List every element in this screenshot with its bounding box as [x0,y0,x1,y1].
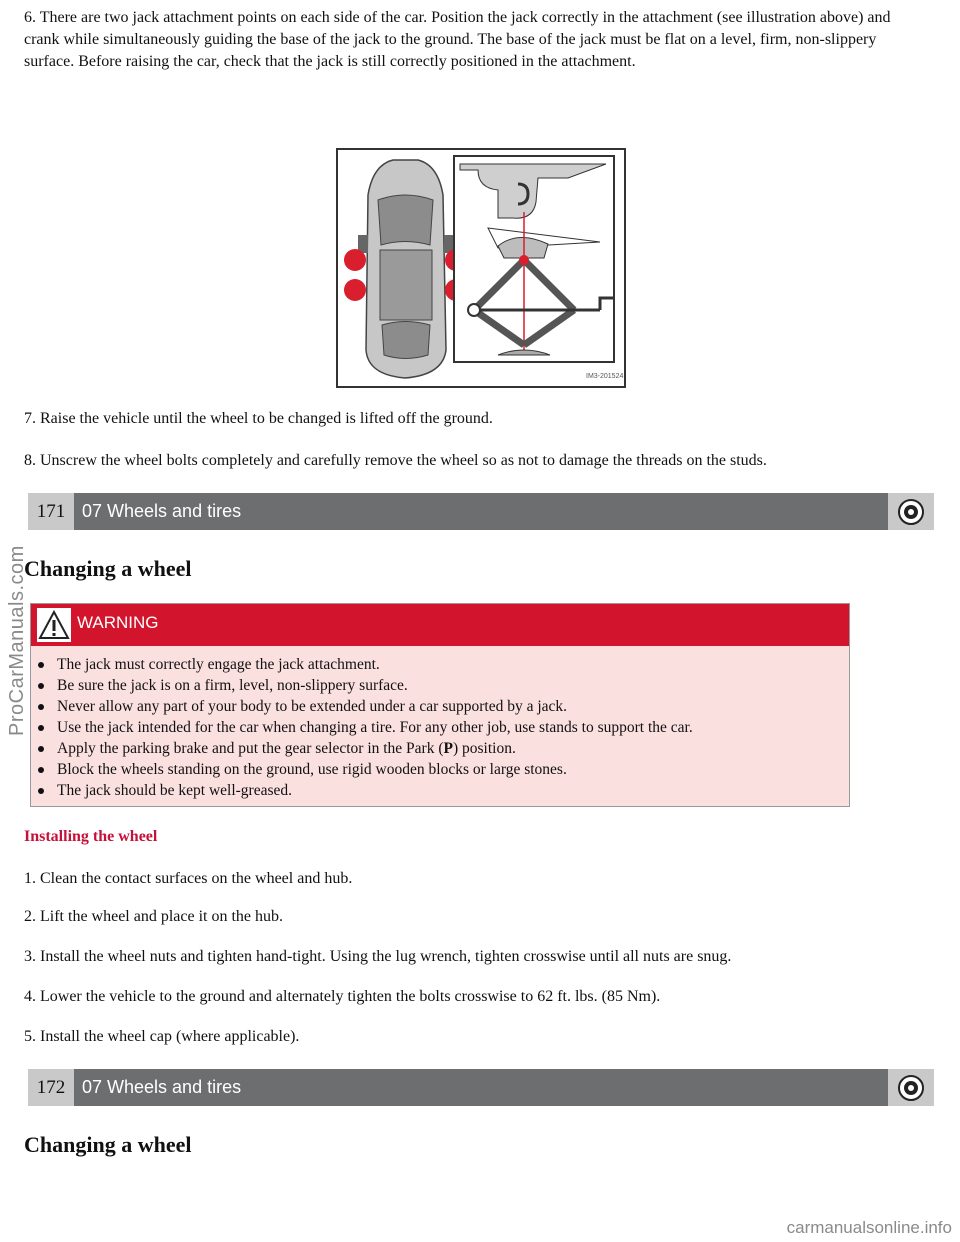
chapter-title: 07 Wheels and tires [82,1077,242,1097]
tire-icon [897,1074,925,1102]
install-step: 5. Install the wheel cap (where applicable). [24,1028,300,1045]
install-step: 2. Lift the wheel and place it on the hub. [24,908,284,925]
warning-item: Use the jack intended for the car when changing a tire. For any other job, use stands to support the car. [57,717,849,738]
install-step: 4. Lower the vehicle to the ground and alternately tighten the bolts crosswise to 62 ft. lbs. (85 Nm). [24,988,661,1005]
warning-list [31,654,849,801]
installing-heading: Installing the wheel [24,828,158,845]
warning-item: Block the wheels standing on the ground, use rigid wooden blocks or large stones. [57,759,849,780]
warning-header [31,604,849,646]
warning-box [30,603,850,807]
tire-icon-box [888,493,934,530]
warning-item: The jack should be kept well-greased. [57,780,849,801]
jack-illustration-svg [338,150,624,386]
step-7-paragraph: 7. Raise the vehicle until the wheel to be changed is lifted off the ground. [24,410,493,427]
section-heading: Changing a wheel [24,556,192,581]
warning-item: Apply the parking brake and put the gear selector in the Park (P) position. [57,738,849,759]
install-step: 3. Install the wheel nuts and tighten hand-tight. Using the lug wrench, tighten crosswise until all nuts are snug. [24,948,732,965]
warning-icon-box [37,608,71,642]
section-heading: Changing a wheel [24,1132,192,1157]
section-bar-172 [28,1069,934,1106]
car-top-view [344,160,467,378]
step-8-paragraph: 8. Unscrew the wheel bolts completely and carefully remove the wheel so as not to damage the threads on the studs. [24,452,767,469]
warning-item: Be sure the jack is on a firm, level, non-slippery surface. [57,675,849,696]
jack-attachment-illustration [336,148,626,388]
jack-detail-view [454,156,614,362]
install-step: 1. Clean the contact surfaces on the wheel and hub. [24,870,353,887]
step-6-paragraph: 6. There are two jack attachment points on each side of the car. Position the jack correctly in the attachment (see illustration above) and crank while simultaneously guiding the base of the jack to the ground. The base of the jack must be flat on a level, firm, non-slippery surface. Before raising the car, check that the jack is still correctly positioned in the attachment. [24,9,891,70]
warning-triangle-icon [37,608,71,642]
page-number: 172 [28,1069,74,1106]
warning-label: WARNING [77,613,159,632]
chapter-title: 07 Wheels and tires [82,501,242,521]
tire-icon [897,498,925,526]
section-bar-171 [28,493,934,530]
figure-code: IM3-201524 [586,373,624,380]
park-letter: P [443,740,453,757]
warning-item: The jack must correctly engage the jack attachment. [57,654,849,675]
bottom-watermark: carmanualsonline.info [786,1218,952,1237]
page-number: 171 [28,493,74,530]
warning-item: Never allow any part of your body to be extended under a car supported by a jack. [57,696,849,717]
side-watermark: ProCarManuals.com [6,545,28,736]
tire-icon-box [888,1069,934,1106]
